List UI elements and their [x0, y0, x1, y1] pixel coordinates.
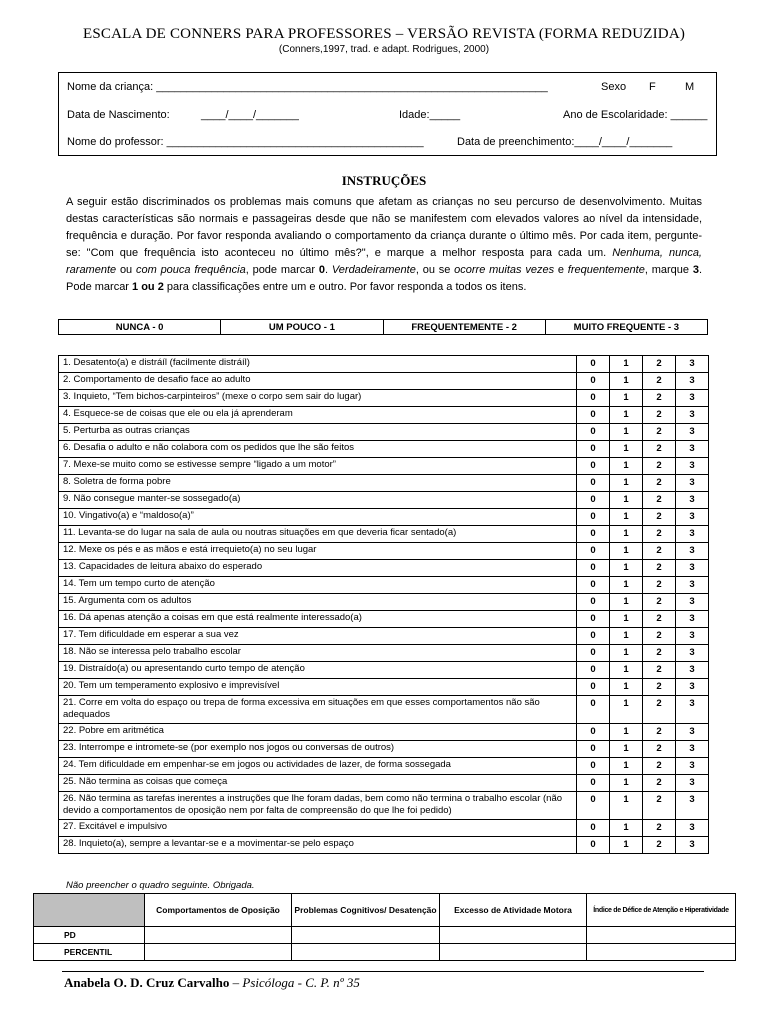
item-option-3[interactable]: 3	[676, 837, 709, 854]
item-text: 2. Comportamento de desafio face ao adulto	[59, 373, 577, 390]
item-option-3[interactable]: 3	[676, 792, 709, 820]
item-text: 8. Soletra de forma pobre	[59, 475, 577, 492]
item-option-0[interactable]: 0	[577, 441, 610, 458]
item-option-2[interactable]: 2	[643, 407, 676, 424]
item-text: 12. Mexe os pés e as mãos e está irrequieto(a) no seu lugar	[59, 543, 577, 560]
item-option-3[interactable]: 3	[676, 577, 709, 594]
item-option-0[interactable]: 0	[577, 792, 610, 820]
item-option-0[interactable]: 0	[577, 594, 610, 611]
item-row	[59, 662, 709, 679]
item-option-2[interactable]: 2	[643, 560, 676, 577]
item-option-2[interactable]: 2	[643, 492, 676, 509]
item-option-1[interactable]: 1	[610, 628, 643, 645]
item-option-0[interactable]: 0	[577, 356, 610, 373]
instructions-title: INSTRUÇÕES	[341, 173, 427, 188]
item-option-3[interactable]: 3	[676, 543, 709, 560]
item-option-3[interactable]: 3	[676, 390, 709, 407]
results-col-header: Comportamentos de Oposição	[145, 894, 292, 927]
child-name-field[interactable]: Nome da criança: ________________________________________________________________	[67, 81, 548, 93]
fill-date-field[interactable]: Data de preenchimento:____/____/_______	[457, 136, 673, 148]
item-option-0[interactable]: 0	[577, 758, 610, 775]
item-option-1[interactable]: 1	[610, 543, 643, 560]
results-row-percentil: PERCENTIL	[34, 944, 145, 961]
item-option-3[interactable]: 3	[676, 424, 709, 441]
item-text: 11. Levanta-se do lugar na sala de aula ou noutras situações em que deveria ficar sentado(a)	[59, 526, 577, 543]
item-text: 4. Esquece-se de coisas que ele ou ela já aprenderam	[59, 407, 577, 424]
scale-label-often: FREQUENTEMENTE - 2	[383, 320, 545, 335]
items-table	[58, 355, 709, 854]
item-row	[59, 441, 709, 458]
item-option-3[interactable]: 3	[676, 662, 709, 679]
item-option-1[interactable]: 1	[610, 424, 643, 441]
item-option-3[interactable]: 3	[676, 645, 709, 662]
item-option-0[interactable]: 0	[577, 475, 610, 492]
item-option-0[interactable]: 0	[577, 458, 610, 475]
scale-label-a-little: UM POUCO - 1	[221, 320, 383, 335]
item-text: 13. Capacidades de leitura abaixo do esperado	[59, 560, 577, 577]
item-text: 3. Inquieto, “Tem bichos-carpinteiros” (mexe o corpo sem sair do lugar)	[59, 390, 577, 407]
item-option-3[interactable]: 3	[676, 611, 709, 628]
item-option-3[interactable]: 3	[676, 758, 709, 775]
item-option-3[interactable]: 3	[676, 696, 709, 724]
item-option-2[interactable]: 2	[643, 390, 676, 407]
item-option-1[interactable]: 1	[610, 356, 643, 373]
item-option-1[interactable]: 1	[610, 577, 643, 594]
item-option-2[interactable]: 2	[643, 741, 676, 758]
item-text: 15. Argumenta com os adultos	[59, 594, 577, 611]
results-cell[interactable]	[440, 927, 587, 944]
item-row	[59, 741, 709, 758]
results-corner	[34, 894, 145, 927]
item-row	[59, 390, 709, 407]
sex-female-option[interactable]: F	[649, 81, 656, 93]
item-option-1[interactable]: 1	[610, 775, 643, 792]
item-option-1[interactable]: 1	[610, 837, 643, 854]
results-cell[interactable]	[587, 944, 736, 961]
item-row	[59, 758, 709, 775]
item-row	[59, 577, 709, 594]
results-cell[interactable]	[292, 927, 440, 944]
results-row-pd: PD	[34, 927, 145, 944]
item-option-3[interactable]: 3	[676, 741, 709, 758]
scale-label-very-often: MUITO FREQUENTE - 3	[545, 320, 707, 335]
results-cell[interactable]	[145, 944, 292, 961]
item-option-2[interactable]: 2	[643, 645, 676, 662]
item-option-1[interactable]: 1	[610, 441, 643, 458]
item-row	[59, 820, 709, 837]
item-option-0[interactable]: 0	[577, 407, 610, 424]
results-note: Não preencher o quadro seguinte. Obrigada.	[66, 880, 255, 891]
item-row	[59, 611, 709, 628]
item-row	[59, 792, 709, 820]
teacher-name-field[interactable]: Nome do professor: __________________________________________	[67, 136, 424, 148]
item-option-3[interactable]: 3	[676, 509, 709, 526]
item-option-2[interactable]: 2	[643, 758, 676, 775]
item-row	[59, 645, 709, 662]
instructions-text: A seguir estão discriminados os problemas mais comuns que afetam as crianças no seu percurso de desenvolvimento. Muitas destas características são normais e passageiras desde que não se manifestem com elevados valores ao nível da intensidade, frequência e duração. Por favor responda avaliando o comportamento da criança durante o último mês. Por cada item, pergunte-se: "Com que frequência isto aconteceu no último mês?", e marque a melhor resposta para cada um. Nenhuma, nunca, raramente ou com pouca frequência, pode marcar 0. Verdadeiramente, ou se ocorre muitas vezes e frequentemente, marque 3. Pode marcar 1 ou 2 para classificações entre um e outro. Por favor responda a todos os itens.	[66, 196, 702, 293]
age-field[interactable]: Idade:_____	[399, 109, 461, 121]
item-option-0[interactable]: 0	[577, 679, 610, 696]
item-option-3[interactable]: 3	[676, 526, 709, 543]
item-option-0[interactable]: 0	[577, 424, 610, 441]
item-text: 18. Não se interessa pelo trabalho escolar	[59, 645, 577, 662]
item-option-0[interactable]: 0	[577, 526, 610, 543]
item-option-2[interactable]: 2	[643, 724, 676, 741]
item-option-1[interactable]: 1	[610, 560, 643, 577]
birth-date-label: Data de Nascimento:	[67, 109, 170, 121]
item-text: 17. Tem dificuldade em esperar a sua vez	[59, 628, 577, 645]
item-text: 24. Tem dificuldade em empenhar-se em jogos ou actividades de lazer, de forma sossegada	[59, 758, 577, 775]
sex-male-option[interactable]: M	[685, 81, 695, 93]
form-title: ESCALA DE CONNERS PARA PROFESSORES – VERSÃO REVISTA (FORMA REDUZIDA)	[82, 26, 686, 42]
item-option-3[interactable]: 3	[676, 373, 709, 390]
rating-scale-legend	[58, 319, 708, 335]
item-option-2[interactable]: 2	[643, 424, 676, 441]
item-option-2[interactable]: 2	[643, 679, 676, 696]
item-option-1[interactable]: 1	[610, 611, 643, 628]
item-option-1[interactable]: 1	[610, 458, 643, 475]
item-option-3[interactable]: 3	[676, 775, 709, 792]
item-option-0[interactable]: 0	[577, 662, 610, 679]
item-option-2[interactable]: 2	[643, 696, 676, 724]
results-cell[interactable]	[145, 927, 292, 944]
item-option-0[interactable]: 0	[577, 775, 610, 792]
item-option-1[interactable]: 1	[610, 645, 643, 662]
item-option-2[interactable]: 2	[643, 792, 676, 820]
item-row	[59, 492, 709, 509]
item-option-1[interactable]: 1	[610, 475, 643, 492]
item-option-3[interactable]: 3	[676, 475, 709, 492]
item-row	[59, 594, 709, 611]
item-option-2[interactable]: 2	[643, 628, 676, 645]
item-option-1[interactable]: 1	[610, 820, 643, 837]
item-option-0[interactable]: 0	[577, 577, 610, 594]
item-text: 14. Tem um tempo curto de atenção	[59, 577, 577, 594]
item-row	[59, 424, 709, 441]
item-option-2[interactable]: 2	[643, 475, 676, 492]
item-option-0[interactable]: 0	[577, 628, 610, 645]
item-option-0[interactable]: 0	[577, 390, 610, 407]
item-option-1[interactable]: 1	[610, 594, 643, 611]
identification-box	[58, 72, 717, 156]
item-option-3[interactable]: 3	[676, 441, 709, 458]
item-option-2[interactable]: 2	[643, 611, 676, 628]
item-option-3[interactable]: 3	[676, 458, 709, 475]
item-option-1[interactable]: 1	[610, 662, 643, 679]
item-row	[59, 543, 709, 560]
item-option-1[interactable]: 1	[610, 792, 643, 820]
item-option-1[interactable]: 1	[610, 492, 643, 509]
item-text: 6. Desafia o adulto e não colabora com os pedidos que lhe são feitos	[59, 441, 577, 458]
item-option-3[interactable]: 3	[676, 724, 709, 741]
item-option-3[interactable]: 3	[676, 820, 709, 837]
item-option-1[interactable]: 1	[610, 724, 643, 741]
item-option-3[interactable]: 3	[676, 356, 709, 373]
sex-label: Sexo	[601, 81, 627, 93]
item-option-0[interactable]: 0	[577, 509, 610, 526]
item-option-2[interactable]: 2	[643, 820, 676, 837]
item-row	[59, 475, 709, 492]
item-option-2[interactable]: 2	[643, 458, 676, 475]
item-option-2[interactable]: 2	[643, 837, 676, 854]
item-text: 26. Não termina as tarefas inerentes a instruções que lhe foram dadas, bem como não termina o trabalho escolar (não devido a comportamentos de oposição nem por falta de compreensão do que lhe foi pedido)	[59, 792, 577, 820]
item-option-2[interactable]: 2	[643, 662, 676, 679]
item-row	[59, 458, 709, 475]
item-option-0[interactable]: 0	[577, 820, 610, 837]
item-option-1[interactable]: 1	[610, 526, 643, 543]
item-option-3[interactable]: 3	[676, 560, 709, 577]
results-cell[interactable]	[587, 927, 736, 944]
item-text: 10. Vingativo(a) e “maldoso(a)”	[59, 509, 577, 526]
item-option-3[interactable]: 3	[676, 594, 709, 611]
item-row	[59, 356, 709, 373]
item-option-2[interactable]: 2	[643, 509, 676, 526]
item-option-1[interactable]: 1	[610, 509, 643, 526]
results-col-header: Problemas Cognitivos/ Desatenção	[292, 894, 440, 927]
scale-label-never: NUNCA - 0	[59, 320, 221, 335]
item-text: 21. Corre em volta do espaço ou trepa de forma excessiva em situações em que esses comportamentos não são adequados	[59, 696, 577, 724]
item-option-2[interactable]: 2	[643, 373, 676, 390]
item-option-0[interactable]: 0	[577, 837, 610, 854]
item-text: 28. Inquieto(a), sempre a levantar-se e a movimentar-se pelo espaço	[59, 837, 577, 854]
item-option-1[interactable]: 1	[610, 741, 643, 758]
item-option-3[interactable]: 3	[676, 492, 709, 509]
item-text: 20. Tem um temperamento explosivo e imprevisível	[59, 679, 577, 696]
form-subtitle: (Conners,1997, trad. e adapt. Rodrigues, 2000)	[278, 44, 490, 55]
item-row	[59, 837, 709, 854]
results-cell[interactable]	[292, 944, 440, 961]
item-option-0[interactable]: 0	[577, 645, 610, 662]
item-option-2[interactable]: 2	[643, 577, 676, 594]
results-table	[33, 893, 736, 961]
item-option-2[interactable]: 2	[643, 441, 676, 458]
item-text: 7. Mexe-se muito como se estivesse sempre “ligado a um motor”	[59, 458, 577, 475]
item-option-0[interactable]: 0	[577, 741, 610, 758]
item-row	[59, 373, 709, 390]
item-option-2[interactable]: 2	[643, 356, 676, 373]
item-option-0[interactable]: 0	[577, 696, 610, 724]
item-text: 19. Distraído(a) ou apresentando curto tempo de atenção	[59, 662, 577, 679]
item-row	[59, 526, 709, 543]
footer-signature: Anabela O. D. Cruz Carvalho – Psicóloga - C. P. nº 35	[64, 975, 360, 990]
item-option-1[interactable]: 1	[610, 758, 643, 775]
item-row	[59, 628, 709, 645]
item-row	[59, 775, 709, 792]
item-text: 5. Perturba as outras crianças	[59, 424, 577, 441]
item-text: 23. Interrompe e intromete-se (por exemplo nos jogos ou conversas de outros)	[59, 741, 577, 758]
results-col-header: Índice de Défice de Atenção e Hiperatividade	[587, 894, 736, 927]
item-option-1[interactable]: 1	[610, 407, 643, 424]
item-option-2[interactable]: 2	[643, 594, 676, 611]
item-text: 22. Pobre em aritmética	[59, 724, 577, 741]
item-option-2[interactable]: 2	[643, 543, 676, 560]
item-option-0[interactable]: 0	[577, 373, 610, 390]
item-row	[59, 679, 709, 696]
item-option-2[interactable]: 2	[643, 775, 676, 792]
item-option-0[interactable]: 0	[577, 543, 610, 560]
item-text: 9. Não consegue manter-se sossegado(a)	[59, 492, 577, 509]
item-row	[59, 696, 709, 724]
item-option-1[interactable]: 1	[610, 679, 643, 696]
item-text: 1. Desatento(a) e distráíl (facilmente distráíl)	[59, 356, 577, 373]
item-option-0[interactable]: 0	[577, 611, 610, 628]
school-year-field[interactable]: Ano de Escolaridade: ______	[563, 109, 708, 121]
results-col-header: Excesso de Atividade Motora	[440, 894, 587, 927]
item-option-0[interactable]: 0	[577, 724, 610, 741]
item-row	[59, 724, 709, 741]
item-option-1[interactable]: 1	[610, 696, 643, 724]
item-text: 27. Excitável e impulsivo	[59, 820, 577, 837]
item-option-3[interactable]: 3	[676, 679, 709, 696]
birth-date-field[interactable]: ____/____/_______	[201, 109, 299, 121]
item-option-2[interactable]: 2	[643, 526, 676, 543]
item-option-3[interactable]: 3	[676, 628, 709, 645]
item-option-3[interactable]: 3	[676, 407, 709, 424]
item-row	[59, 407, 709, 424]
item-text: 16. Dá apenas atenção a coisas em que está realmente interessado(a)	[59, 611, 577, 628]
item-text: 25. Não termina as coisas que começa	[59, 775, 577, 792]
item-option-1[interactable]: 1	[610, 390, 643, 407]
item-row	[59, 509, 709, 526]
item-option-0[interactable]: 0	[577, 560, 610, 577]
item-option-0[interactable]: 0	[577, 492, 610, 509]
item-option-1[interactable]: 1	[610, 373, 643, 390]
results-cell[interactable]	[440, 944, 587, 961]
footer-divider	[62, 971, 704, 972]
item-row	[59, 560, 709, 577]
